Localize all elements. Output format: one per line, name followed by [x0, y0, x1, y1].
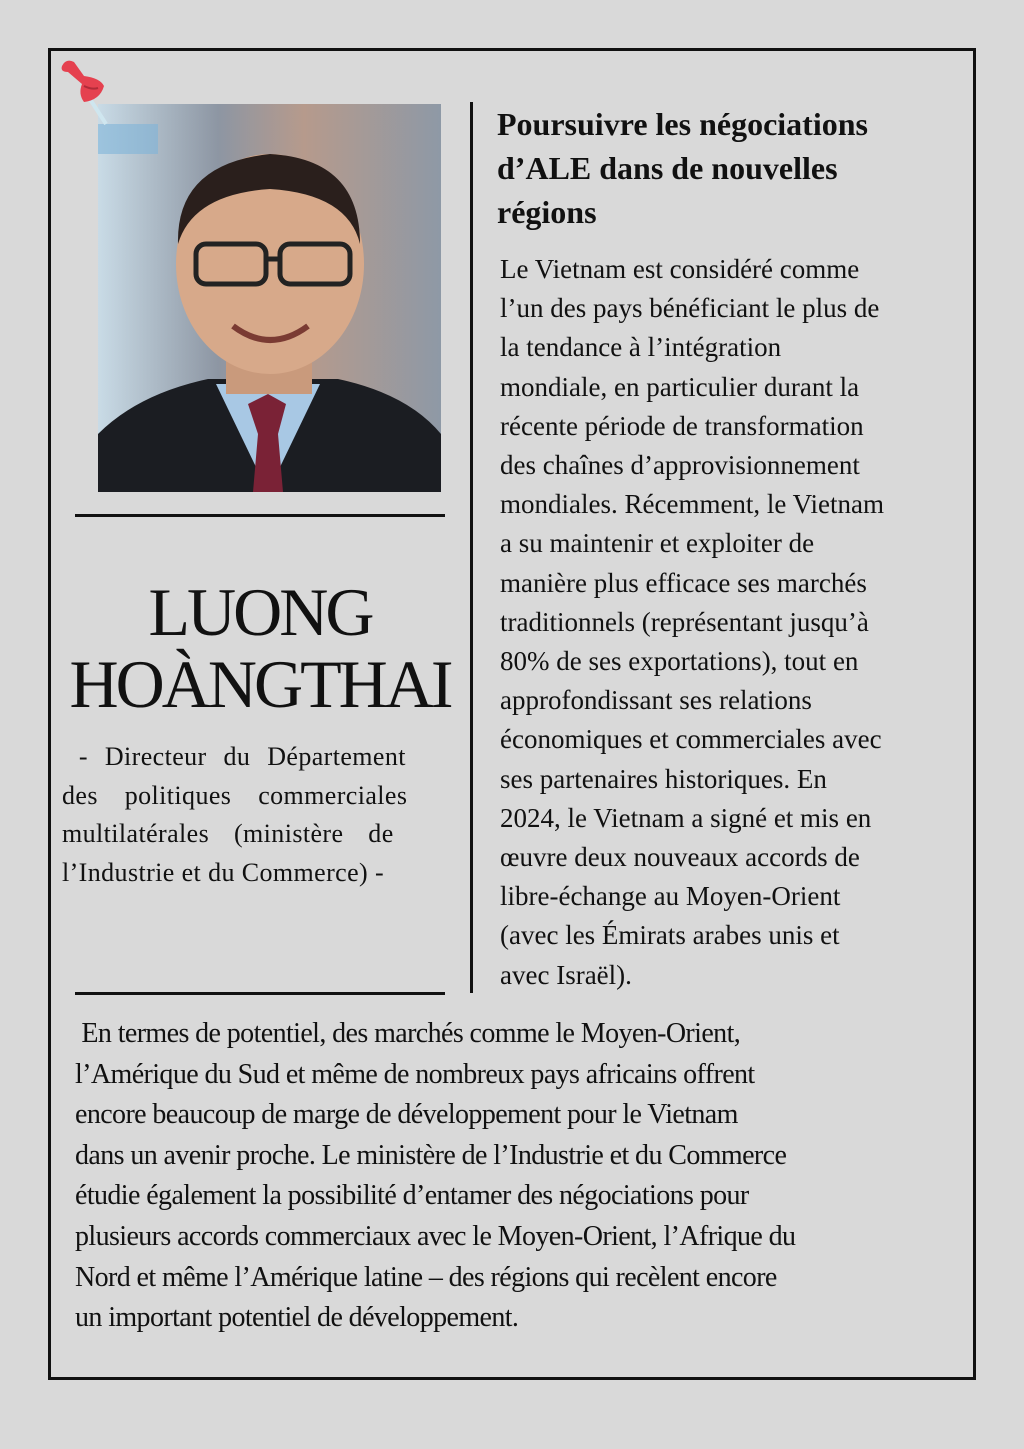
portrait-photo	[98, 104, 441, 492]
paragraph-line: mondiale, en particulier durant la	[500, 371, 860, 402]
role-line: l’Industrie et du Commerce) -	[62, 857, 385, 887]
portrait-illustration	[98, 104, 441, 492]
divider-bottom	[75, 992, 445, 995]
paragraph-line: l’Amérique du Sud et même de nombreux pays africains offrent	[75, 1058, 755, 1090]
paragraph-line: œuvre deux nouveaux accords de	[500, 842, 860, 873]
paragraph-line: plusieurs accords commerciaux avec le Moyen-Orient, l’Afrique du	[75, 1220, 796, 1252]
bottom-paragraph	[75, 1014, 955, 1339]
paragraph-line: mondiales. Récemment, le Vietnam	[500, 489, 885, 520]
role-line: multilatérales (ministère de	[62, 819, 394, 848]
paragraph-line: approfondissant ses relations	[500, 685, 812, 716]
article-heading	[497, 102, 947, 234]
paragraph-line: traditionnels (représentant jusqu’à	[500, 606, 869, 637]
paragraph-line: manière plus efficace ses marchés	[500, 567, 867, 598]
name-line: LUONG	[148, 574, 372, 650]
paragraph-line: ses partenaires historiques. En	[500, 763, 827, 794]
paragraph-line: la tendance à l’intégration	[500, 332, 782, 363]
paragraph-line: libre-échange au Moyen-Orient	[500, 881, 841, 912]
heading-line: d’ALE dans de nouvelles	[497, 150, 838, 186]
paragraph-line: étudie également la possibilité d’entamer des négociations pour	[75, 1180, 749, 1212]
paragraph-line: encore beaucoup de marge de développement pour le Vietnam	[75, 1099, 738, 1131]
role-line: - Directeur du Département	[62, 742, 406, 771]
paragraph-line: a su maintenir et exploiter de	[500, 528, 815, 559]
paragraph-line: Le Vietnam est considéré comme	[500, 254, 860, 284]
paragraph-line: des chaînes d’approvisionnement	[500, 450, 860, 481]
heading-line: régions	[497, 194, 597, 230]
paragraph-line: En termes de potentiel, des marchés comme le Moyen-Orient,	[75, 1018, 741, 1049]
column-paragraph	[500, 250, 960, 995]
paragraph-line: l’un des pays bénéficiant le plus de	[500, 293, 880, 324]
paragraph-line: (avec les Émirats arabes unis et	[500, 920, 840, 951]
person-role	[62, 738, 460, 892]
paragraph-line: dans un avenir proche. Le ministère de l’Industrie et du Commerce	[75, 1139, 787, 1171]
person-name	[62, 576, 458, 720]
name-line: HOÀNGTHAI	[69, 646, 451, 722]
pushpin-icon	[56, 56, 112, 126]
role-line: des politiques commerciales	[62, 780, 408, 810]
heading-line: Poursuivre les négociations	[497, 106, 868, 142]
divider-top	[75, 514, 445, 517]
column-divider	[470, 102, 473, 993]
paragraph-line: 2024, le Vietnam a signé et mis en	[500, 802, 872, 833]
paragraph-line: 80% de ses exportations), tout en	[500, 646, 859, 677]
paragraph-line: récente période de transformation	[500, 410, 864, 441]
paragraph-line: Nord et même l’Amérique latine – des régions qui recèlent encore	[75, 1261, 777, 1293]
paragraph-line: un important potentiel de développement.	[75, 1302, 519, 1334]
paragraph-line: économiques et commerciales avec	[500, 724, 882, 755]
paragraph-line: avec Israël).	[500, 959, 632, 990]
